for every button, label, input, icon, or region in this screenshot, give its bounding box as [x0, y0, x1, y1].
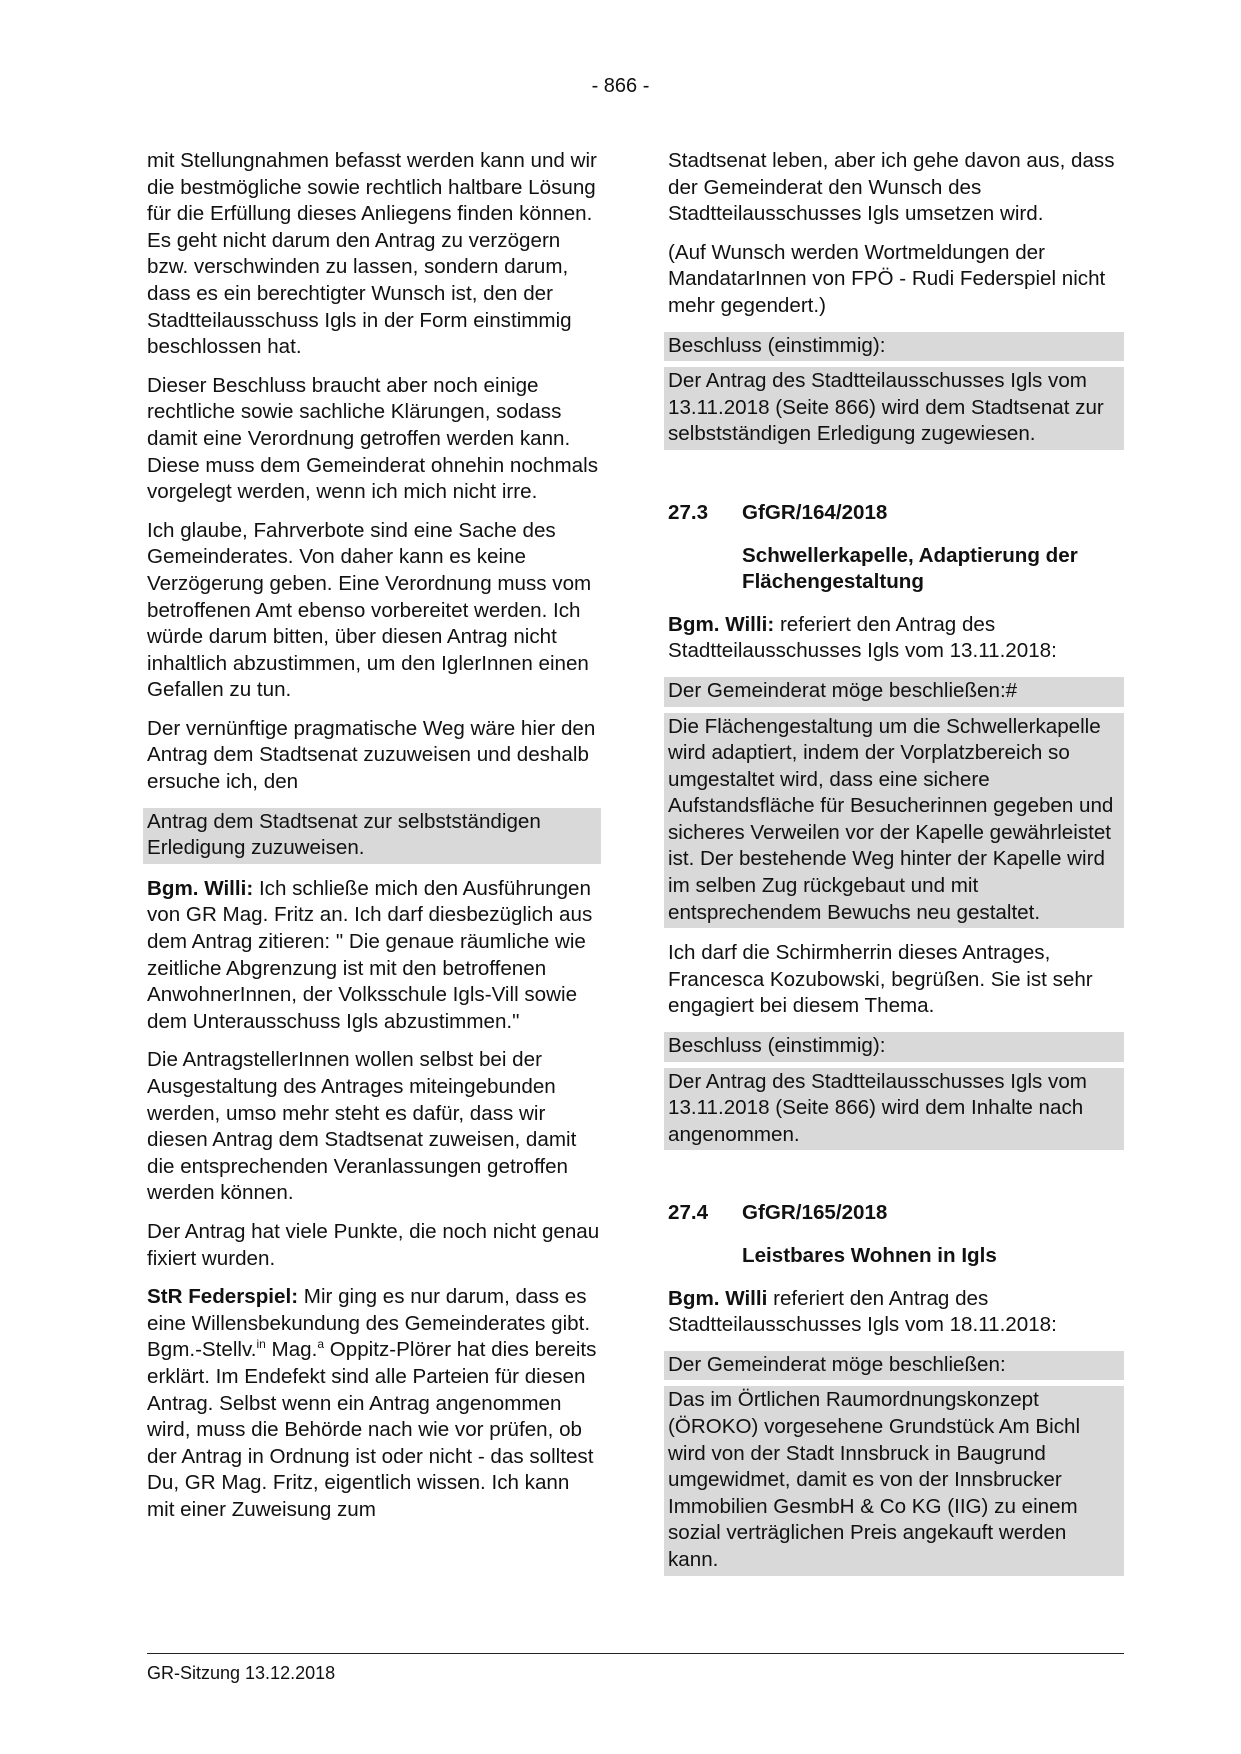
motion-label: Der Gemeinderat möge beschließen:#	[664, 677, 1124, 707]
paragraph: Der vernünftige pragmatische Weg wäre hier den Antrag dem Stadtsenat zuzuweisen und deshalb ersuche ich, den	[147, 716, 596, 794]
paragraph: Stadtsenat leben, aber ich gehe davon aus, dass der Gemeinderat den Wunsch des Stadtteilausschusses Igls umsetzen wird.	[668, 149, 1115, 226]
agenda-item-title: Leistbares Wohnen in Igls	[742, 1244, 997, 1267]
agenda-item-code: GfGR/164/2018	[742, 500, 888, 524]
right-column	[668, 148, 1124, 1588]
paragraph: Dieser Beschluss braucht aber noch einige rechtliche sowie sachliche Klärungen, sodass damit eine Verordnung getroffen werden kann. Diese muss dem Gemeinderat ohnehin nochmals vorgelegt werden, wenn ich mich nicht irre.	[147, 373, 599, 504]
agenda-item-heading	[668, 1200, 1124, 1227]
motion-text: Die Flächengestaltung um die Schwellerkapelle wird adaptiert, indem der Vorplatzbereich so umgestaltet wird, dass eine sichere Aufstandsfläche für Besucherinnen gegeben und sicheres Verweilen vor der Kapelle gewährleistet ist. Der bestehende Weg hinter der Kapelle wird im selben Zug rückgebaut und mit entsprechendem Bewuchs neu gestaltet.	[664, 713, 1124, 929]
agenda-item-heading	[668, 500, 1124, 527]
left-column	[147, 148, 601, 1536]
agenda-item-number: 27.3	[668, 500, 709, 524]
motion-label: Der Gemeinderat möge beschließen:	[664, 1351, 1124, 1381]
agenda-item-title: Schwellerkapelle, Adaptierung der Flächengestaltung	[742, 543, 1078, 594]
paragraph: Der Antrag hat viele Punkte, die noch nicht genau fixiert wurden.	[147, 1219, 600, 1270]
speech-text: referiert den Antrag des Stadtteilausschusses Igls vom 13.11.2018:	[668, 612, 1057, 663]
footer-text: GR-Sitzung 13.12.2018	[147, 1663, 336, 1683]
speaker-name: StR Federspiel:	[147, 1285, 299, 1309]
speaker-name: Bgm. Willi:	[147, 876, 254, 900]
paragraph: Ich glaube, Fahrverbote sind eine Sache des Gemeinderates. Von daher kann es keine Verzögerung geben. Eine Verordnung muss vom betroffenen Amt ebenso vorbereitet werden. Ich würde darum bitten, über diesen Antrag nicht inhaltlich abzustimmen, um den IglerInnen einen Gefallen zu tun.	[147, 518, 592, 702]
paragraph	[147, 1284, 601, 1523]
shaded-motion: Antrag dem Stadtsenat zur selbstständigen Erledigung zuzuweisen.	[143, 808, 601, 864]
page-number: - 866 -	[591, 75, 650, 97]
superscript: in	[256, 1337, 266, 1352]
resolution-text: Der Antrag des Stadtteilausschusses Igls vom 13.11.2018 (Seite 866) wird dem Inhalte nach angenommen.	[664, 1068, 1124, 1151]
paragraph	[668, 612, 1124, 665]
resolution-text: Der Antrag des Stadtteilausschusses Igls vom 13.11.2018 (Seite 866) wird dem Stadtsenat zur selbstständigen Erledigung zugewiesen.	[664, 367, 1124, 450]
speech-text: Mir ging es nur darum, dass es eine Willensbekundung des Gemeinderates gibt. Bgm.-Stellv.	[147, 1285, 591, 1362]
speech-text: referiert den Antrag des Stadtteilausschusses Igls vom 18.11.2018:	[668, 1286, 1057, 1337]
paragraph: mit Stellungnahmen befasst werden kann und wir die bestmögliche sowie rechtlich haltbare Lösung für die Erfüllung dieses Anliegens finden können. Es geht nicht darum den Antrag zu verzögern bzw. verschwinden zu lassen, sondern darum, dass es ein berechtigter Wunsch ist, den der Stadtteilausschuss Igls in der Form einstimmig beschlossen hat.	[147, 149, 597, 359]
motion-text: Das im Örtlichen Raumordnungskonzept (ÖROKO) vorgesehene Grundstück Am Bichl wird von der Stadt Innsbruck in Baugrund umgewidmet, damit es von der Innsbrucker Immobilien GesmbH & Co KG (IIG) zu einem sozial verträglichen Preis angekauft werden kann.	[664, 1386, 1124, 1575]
speech-text: Ich schließe mich den Ausführungen von GR Mag. Fritz an. Ich darf diesbezüglich aus dem Antrag zitieren: " Die genaue räumliche wie zeitliche Abgrenzung ist mit den betroffenen AnwohnerInnen, der Volksschule Igls-Vill sowie dem Unterausschuss Igls abzustimmen."	[147, 876, 593, 1033]
agenda-item-code: GfGR/165/2018	[742, 1201, 888, 1225]
superscript: a	[317, 1337, 325, 1352]
resolution-label: Beschluss (einstimmig):	[664, 1032, 1124, 1062]
agenda-item-number: 27.4	[668, 1201, 709, 1225]
speech-text: Mag.	[265, 1338, 318, 1362]
section-spacer	[668, 462, 1124, 500]
speech-text: Oppitz-Plörer hat dies bereits erklärt. Im Endefekt sind alle Parteien für diesen Antrag. Selbst wenn ein Antrag angenommen wird, muss die Behörde nach wie vor prüfen, ob der Antrag in Ordnung ist oder nicht - das solltest Du, GR Mag. Fritz, eigentlich wissen. Ich kann mit einer Zuweisung zum	[147, 1338, 597, 1521]
paragraph	[668, 1286, 1124, 1339]
speaker-name: Bgm. Willi	[668, 1286, 768, 1310]
speaker-name: Bgm. Willi:	[668, 612, 775, 636]
section-spacer	[668, 1162, 1124, 1200]
paragraph: Ich darf die Schirmherrin dieses Antrages, Francesca Kozubowski, begrüßen. Sie ist sehr engagiert bei diesem Thema.	[668, 941, 1093, 1018]
resolution-label: Beschluss (einstimmig):	[664, 332, 1124, 362]
footer-divider	[147, 1653, 1124, 1654]
paragraph: Die AntragstellerInnen wollen selbst bei der Ausgestaltung des Antrages miteingebunden werden, umso mehr steht es dafür, dass wir diesen Antrag dem Stadtsenat zuweisen, damit die entsprechenden Veranlassungen getroffen werden können.	[147, 1048, 577, 1205]
paragraph	[147, 876, 601, 1036]
paragraph: (Auf Wunsch werden Wortmeldungen der MandatarInnen von FPÖ - Rudi Federspiel nicht mehr gegendert.)	[668, 240, 1106, 317]
